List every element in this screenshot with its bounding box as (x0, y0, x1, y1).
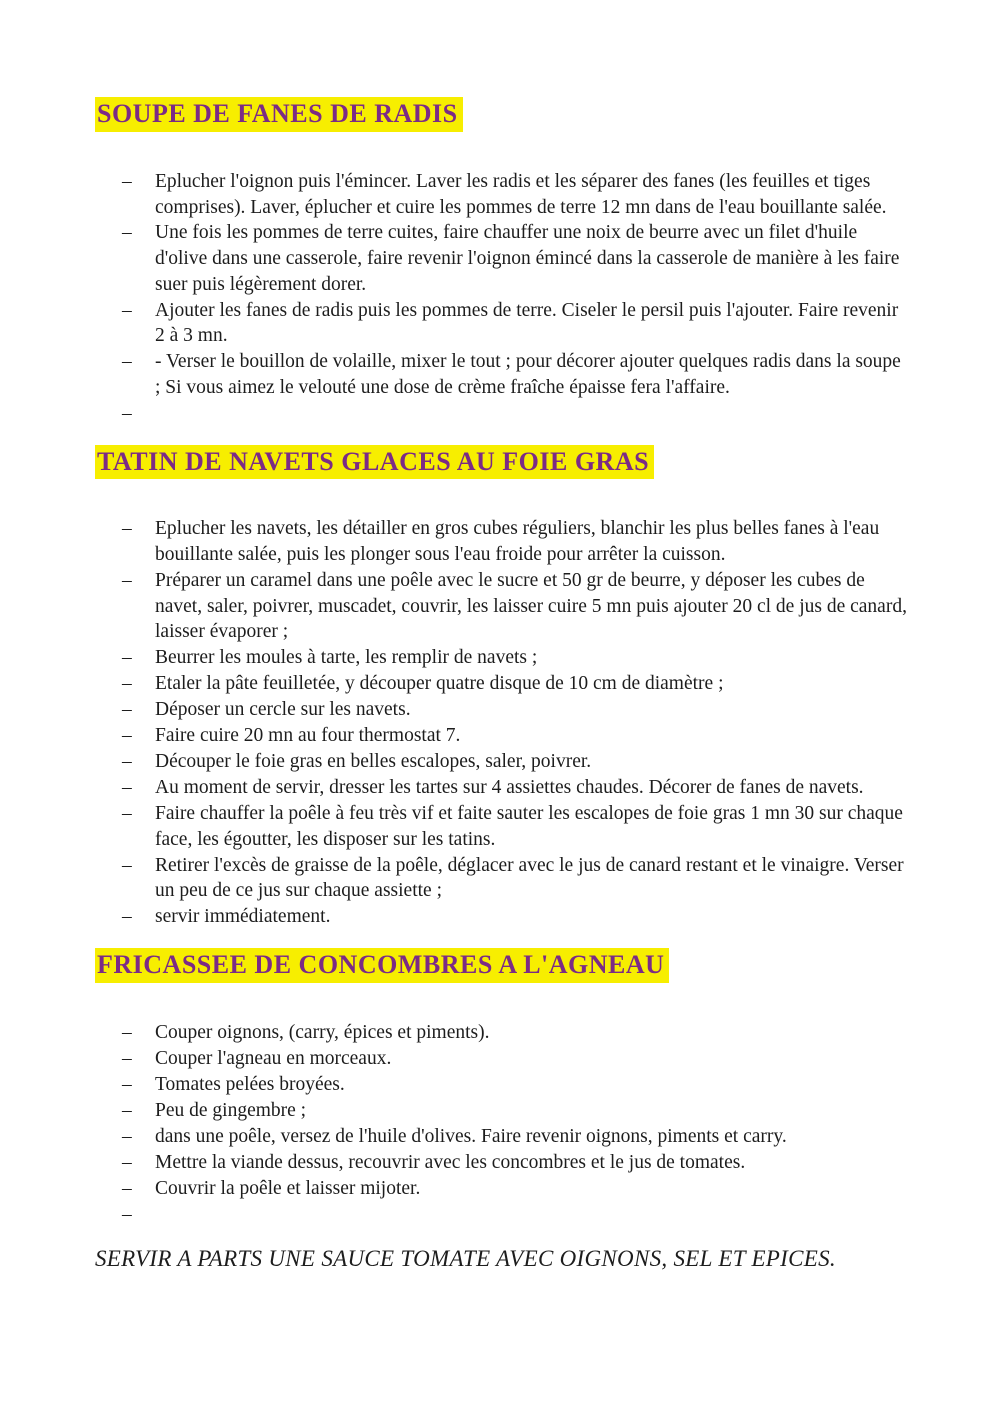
recipe-list (95, 169, 935, 427)
dash-bullet: – (122, 803, 132, 825)
list-item-empty (122, 1202, 935, 1228)
dash-bullet: – (122, 699, 132, 721)
list-item (122, 671, 935, 697)
recipe-section-tatin (95, 445, 935, 931)
list-item-text: Déposer un cercle sur les navets. (155, 699, 411, 721)
list-item-text: Faire chauffer la poêle à feu très vif et faite sauter les escalopes de foie gras 1 mn 30 sur chaque face, les égoutter, les disposer sur les tatins. (155, 803, 903, 850)
list-item-text: Mettre la viande dessus, recouvrir avec les concombres et le jus de tomates. (155, 1151, 746, 1173)
dash-bullet: – (122, 1125, 132, 1147)
dash-bullet: – (122, 569, 132, 591)
list-item-text: Eplucher les navets, les détailler en gros cubes réguliers, blanchir les plus belles fanes à l'eau bouillante salée, puis les plonger sous l'eau froide pour arrêter la cuisson. (155, 518, 880, 566)
list-item (122, 568, 935, 645)
dash-bullet: – (122, 906, 132, 927)
list-item (122, 645, 935, 671)
recipe-title: TATIN DE NAVETS GLACES AU FOIE GRAS (95, 445, 654, 480)
list-item (122, 169, 935, 220)
list-item (122, 775, 935, 801)
recipe-title: SOUPE DE FANES DE RADIS (95, 97, 463, 132)
list-item-text: dans une poêle, versez de l'huile d'olives. Faire revenir oignons, piments et carry. (155, 1125, 787, 1147)
list-item (122, 1072, 935, 1098)
dash-bullet: – (122, 299, 132, 321)
list-item (122, 298, 935, 349)
list-item (122, 1150, 935, 1176)
dash-bullet: – (122, 1021, 132, 1043)
recipe-section-soupe (95, 97, 935, 427)
list-item-text: Peu de gingembre ; (155, 1099, 307, 1121)
dash-bullet: – (122, 854, 132, 876)
dash-bullet: – (122, 725, 132, 747)
list-item (122, 801, 935, 852)
footer-note: SERVIR A PARTS UNE SAUCE TOMATE AVEC OIGNONS, SEL ET EPICES. (95, 1245, 836, 1271)
list-item (122, 220, 935, 297)
list-item-text: Faire cuire 20 mn au four thermostat 7. (155, 725, 461, 747)
list-item-text: Retirer l'excès de graisse de la poêle, déglacer avec le jus de canard restant et le vinaigre. Verser un peu de ce jus sur chaque assiette ; (155, 854, 904, 902)
list-item-text: Couper l'agneau en morceaux. (155, 1047, 392, 1069)
list-item-empty (122, 401, 935, 427)
dash-bullet: – (122, 1099, 132, 1121)
list-item (122, 1098, 935, 1124)
list-item (122, 904, 935, 930)
list-item-text: Beurrer les moules à tarte, les remplir de navets ; (155, 647, 538, 669)
list-item-text: Une fois les pommes de terre cuites, faire chauffer une noix de beurre avec un filet d'huile d'olive dans une casserole, faire revenir l'oignon émincé dans la casserole de manière à les faire suer puis légèrement dorer. (155, 222, 900, 295)
dash-bullet: – (122, 402, 132, 424)
recipe-list (95, 516, 935, 930)
list-item (122, 749, 935, 775)
list-item (122, 1176, 935, 1202)
list-item-text: Tomates pelées broyées. (155, 1073, 345, 1095)
dash-bullet: – (122, 673, 132, 695)
list-item-text: Etaler la pâte feuilletée, y découper quatre disque de 10 cm de diamètre ; (155, 673, 724, 695)
dash-bullet: – (122, 1073, 132, 1095)
dash-bullet: – (122, 518, 132, 540)
dash-bullet: – (122, 351, 132, 373)
dash-bullet: – (122, 1203, 132, 1225)
list-item (122, 1046, 935, 1072)
recipe-list (95, 1020, 935, 1228)
dash-bullet: – (122, 1047, 132, 1069)
list-item-text: Ajouter les fanes de radis puis les pommes de terre. Ciseler le persil puis l'ajouter. Faire revenir 2 à 3 mn. (155, 299, 899, 347)
list-item (122, 349, 935, 400)
list-item-text: servir immédiatement. (155, 906, 331, 927)
list-item-text: Au moment de servir, dresser les tartes sur 4 assiettes chaudes. Décorer de fanes de navets. (155, 777, 864, 799)
dash-bullet: – (122, 1177, 132, 1199)
list-item (122, 853, 935, 904)
dash-bullet: – (122, 647, 132, 669)
list-item (122, 723, 935, 749)
dash-bullet: – (122, 777, 132, 799)
list-item-text: Eplucher l'oignon puis l'émincer. Laver les radis et les séparer des fanes (les feuilles et tiges comprises). Laver, éplucher et cuire les pommes de terre 12 mn dans de l'eau bouillante salée. (155, 170, 887, 218)
list-item-text: Couvrir la poêle et laisser mijoter. (155, 1177, 421, 1199)
dash-bullet: – (122, 1151, 132, 1173)
list-item-text: Préparer un caramel dans une poêle avec le sucre et 50 gr de beurre, y déposer les cubes de navet, saler, poivrer, muscadet, couvrir, les laisser cuire 5 mn puis ajouter 20 cl de jus de canard, laisser évaporer ; (155, 569, 907, 643)
recipe-title: FRICASSEE DE CONCOMBRES A L'AGNEAU (95, 948, 669, 983)
list-item (122, 697, 935, 723)
dash-bullet: – (122, 222, 132, 244)
dash-bullet: – (122, 751, 132, 773)
list-item-text: Découper le foie gras en belles escalopes, saler, poivrer. (155, 751, 592, 773)
dash-bullet: – (122, 170, 132, 192)
list-item (122, 516, 935, 567)
list-item (122, 1020, 935, 1046)
list-item-text: Couper oignons, (carry, épices et piments). (155, 1021, 490, 1043)
recipe-section-fricassee (95, 948, 935, 1228)
list-item-text: - Verser le bouillon de volaille, mixer le tout ; pour décorer ajouter quelques radis dans la soupe ; Si vous aimez le velouté une dose de crème fraîche épaisse fera l'affaire. (155, 351, 901, 398)
list-item (122, 1124, 935, 1150)
